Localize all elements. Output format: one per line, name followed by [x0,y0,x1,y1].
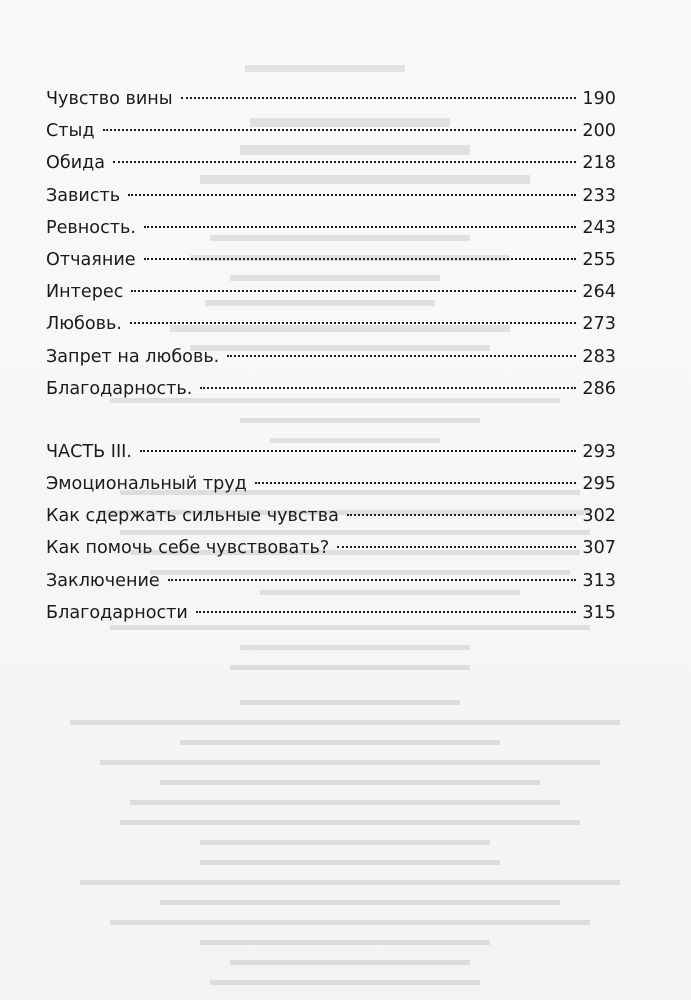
toc-entry[interactable] [46,436,616,468]
toc-entry-page: 200 [582,121,616,142]
toc-entry-title: Интерес [46,282,124,303]
toc-entry-title: Зависть [46,185,121,206]
toc-entry-page: 243 [582,217,616,238]
toc-entry-title: Заключение [46,570,160,591]
dot-leader [144,226,576,228]
dot-leader [181,97,577,99]
toc-entry[interactable] [46,468,616,500]
dot-leader [168,579,577,581]
toc-entry-title: Любовь. [46,314,122,335]
dot-leader [140,450,576,452]
toc-entry[interactable] [46,83,616,115]
toc-entry[interactable] [46,147,616,179]
toc-entry-title: Отчаяние [46,249,136,270]
toc-entry-page: 302 [582,506,616,527]
toc-entry-title: Запрет на любовь. [46,346,220,367]
toc-entry-page: 313 [582,570,616,591]
dot-leader [227,355,576,357]
toc-group-part-2 [46,83,616,405]
toc-entry[interactable] [46,500,616,532]
toc-entry-page: 315 [582,602,616,623]
toc-entry-page: 218 [582,153,616,174]
toc-entry[interactable] [46,180,616,212]
dot-leader [144,258,577,260]
toc-entry[interactable] [46,115,616,147]
toc-entry-title: ЧАСТЬ III. [46,441,132,462]
toc-entry-page: 273 [582,314,616,335]
toc-entry-page: 233 [582,185,616,206]
toc-entry-title: Благодарность. [46,378,193,399]
toc-entry[interactable] [46,532,616,564]
toc-entry[interactable] [46,341,616,373]
toc-group-part-3 [46,436,616,629]
toc-entry-title: Обида [46,153,106,174]
toc-entry-page: 264 [582,282,616,303]
dot-leader [130,322,576,324]
toc-entry-page: 286 [582,378,616,399]
dot-leader [337,546,576,548]
table-of-contents [46,83,616,629]
toc-entry-page: 293 [582,441,616,462]
toc-entry-title: Стыд [46,121,95,142]
toc-entry-page: 190 [582,89,616,109]
toc-entry-title: Ревность. [46,217,136,238]
toc-entry[interactable] [46,276,616,308]
toc-entry[interactable] [46,565,616,597]
toc-entry-page: 283 [582,346,616,367]
toc-entry-page: 307 [582,538,616,559]
toc-entry[interactable] [46,244,616,276]
dot-leader [255,482,577,484]
toc-entry-title: Чувство вины [46,89,173,109]
toc-entry-title: Благодарности [46,602,188,623]
toc-entry[interactable] [46,308,616,340]
toc-entry-title: Как сдержать сильные чувства [46,506,339,527]
toc-entry-title: Как помочь себе чувствовать? [46,538,330,559]
dot-leader [131,290,576,292]
dot-leader [113,161,576,163]
toc-entry[interactable] [46,212,616,244]
toc-entry[interactable] [46,373,616,405]
dot-leader [128,194,576,196]
dot-leader [103,129,577,131]
toc-entry-page: 255 [582,249,616,270]
toc-entry-page: 295 [582,474,616,495]
dot-leader [347,514,576,516]
toc-entry-title: Эмоциональный труд [46,474,247,495]
toc-entry[interactable] [46,597,616,629]
dot-leader [200,387,576,389]
dot-leader [196,611,577,613]
